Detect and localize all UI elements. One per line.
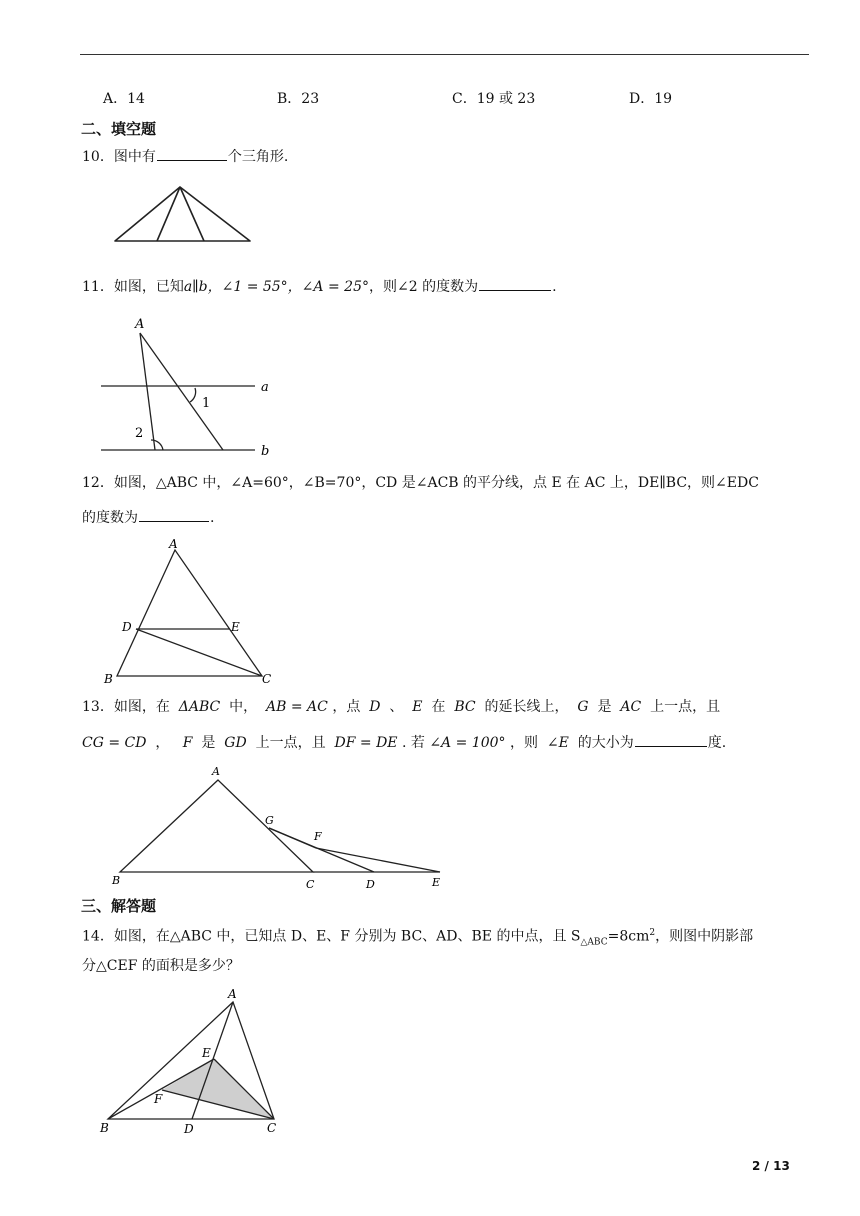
q14-text-a: 14．如图，在△ABC 中，已知点 D、E、F 分别为 BC、AD、BE 的中点，且 S — [82, 928, 581, 945]
q10-figure — [110, 180, 260, 246]
q12-text-post: . — [210, 510, 215, 526]
q13-u8: . 若 — [401, 735, 425, 751]
q12-label-C: C — [262, 672, 272, 686]
question-14-line-2: 分△CEF 的面积是多少？ — [82, 958, 240, 974]
q13-t8: E — [412, 699, 423, 715]
option-a: A．14 — [103, 91, 145, 107]
q14-label-B: B — [100, 1121, 109, 1135]
q13-t15: 上一点，且 — [650, 699, 721, 715]
q13-label-E: E — [432, 876, 441, 889]
q13-u5: GD — [224, 735, 247, 751]
q11-label-A: A — [135, 317, 145, 332]
q13-t10: BC — [454, 699, 476, 715]
q14-text-b: =8cm — [607, 928, 650, 945]
q11-label-b: b — [261, 444, 270, 459]
q11-condition: a∥b，∠1 = 55°，∠A = 25° — [183, 279, 369, 295]
q11-label-a: a — [261, 380, 269, 395]
q12-label-D: D — [122, 620, 132, 634]
page-number: 2 / 13 — [752, 1159, 790, 1173]
q14-sub: △ABC — [580, 937, 608, 948]
q13-segment-FE — [316, 848, 440, 872]
q13-u11: ∠E — [546, 735, 569, 751]
section-heading-answer: 三、解答题 — [81, 897, 157, 915]
q14-text-c: ，则图中阴影部 — [655, 928, 754, 945]
q13-t13: 是 — [597, 699, 612, 715]
q12-figure — [98, 536, 288, 686]
q13-label-G: G — [265, 814, 274, 827]
q13-triangle-ABC — [120, 780, 313, 872]
q12-text-pre: 的度数为 — [82, 510, 138, 526]
q13-u6: 上一点，且 — [255, 735, 326, 751]
q13-label-B: B — [112, 874, 121, 887]
q13-label-F: F — [314, 830, 322, 843]
q13-t9: 在 — [431, 699, 446, 715]
q10-text-post: 个三角形. — [227, 149, 289, 165]
question-14-line-1 — [82, 923, 753, 952]
q13-u3: F — [182, 735, 193, 751]
q10-answer-blank[interactable] — [157, 146, 227, 161]
q14-label-E: E — [202, 1046, 211, 1060]
q11-label-1: 1 — [202, 396, 211, 411]
q11-figure — [95, 312, 285, 460]
q13-u10: ，则 — [509, 735, 538, 751]
section-heading-fill: 二、填空题 — [81, 120, 157, 138]
question-12-line-2 — [82, 507, 214, 528]
q13-u12: 的大小为 — [577, 735, 634, 751]
q14-sup: 2 — [649, 928, 656, 938]
q13-segment-GF — [269, 828, 316, 848]
q12-label-B: B — [104, 672, 113, 686]
q13-t3: 中， — [229, 699, 258, 715]
q13-figure — [108, 762, 453, 890]
q13-label-C: C — [306, 878, 315, 890]
q13-t4: AB = AC — [266, 699, 328, 715]
q10-inner-line-2 — [180, 187, 204, 241]
q13-t11: 的延长线上， — [484, 699, 569, 715]
q13-t12: G — [577, 699, 589, 715]
q10-inner-line-1 — [157, 187, 180, 241]
q11-angle-1-arc — [190, 388, 196, 402]
q11-label-2: 2 — [135, 426, 144, 441]
q12-triangle-ABC — [117, 550, 262, 676]
q11-angle-2-arc — [151, 440, 163, 450]
q12-answer-blank[interactable] — [139, 507, 209, 522]
q13-t2: ΔABC — [178, 699, 221, 715]
q14-label-C: C — [267, 1121, 277, 1135]
question-13-line-1 — [82, 697, 720, 717]
q12-label-A: A — [169, 537, 178, 551]
question-13-line-2 — [82, 732, 726, 753]
option-c: C．19 或 23 — [452, 91, 536, 107]
q12-segment-DC — [136, 629, 262, 676]
q13-u2: ， — [155, 735, 170, 751]
q13-t6: D — [369, 699, 381, 715]
q13-u9: ∠A = 100° — [429, 735, 506, 751]
header-rule — [80, 54, 809, 55]
q13-u7: DF = DE — [334, 735, 398, 751]
q13-t1: 13．如图，在 — [82, 699, 170, 715]
q13-u1: CG = CD — [82, 735, 147, 751]
q14-label-F: F — [154, 1092, 163, 1106]
question-11 — [82, 276, 557, 297]
q13-u4: 是 — [201, 735, 216, 751]
q13-t14: AC — [620, 699, 642, 715]
option-b: B．23 — [277, 91, 320, 107]
q10-outer-triangle — [115, 187, 250, 241]
question-12-line-1: 12．如图，△ABC 中，∠A=60°，∠B=70°，CD 是∠ACB 的平分线，点 E 在 AC 上，DE∥BC，则∠EDC — [82, 475, 759, 491]
q13-t7: 、 — [389, 699, 404, 715]
q13-u13: 度. — [707, 735, 727, 751]
q13-answer-blank[interactable] — [635, 732, 707, 747]
q11-text-mid: ，则∠2 的度数为 — [368, 279, 479, 295]
q11-text-pre: 11．如图，已知 — [82, 279, 184, 295]
q14-label-D: D — [184, 1122, 194, 1136]
q13-label-A: A — [212, 765, 220, 778]
q14-figure — [96, 984, 296, 1140]
question-10 — [82, 146, 288, 167]
q10-text-pre: 10．图中有 — [82, 149, 156, 165]
q13-label-D: D — [366, 878, 375, 890]
q12-label-E: E — [231, 620, 240, 634]
option-d: D．19 — [629, 91, 673, 107]
q14-shaded-triangle-CEF — [162, 1059, 274, 1119]
q11-answer-blank[interactable] — [479, 276, 551, 291]
q14-label-A: A — [228, 987, 237, 1001]
q13-t5: ，点 — [332, 699, 361, 715]
q11-text-end: . — [552, 279, 557, 295]
